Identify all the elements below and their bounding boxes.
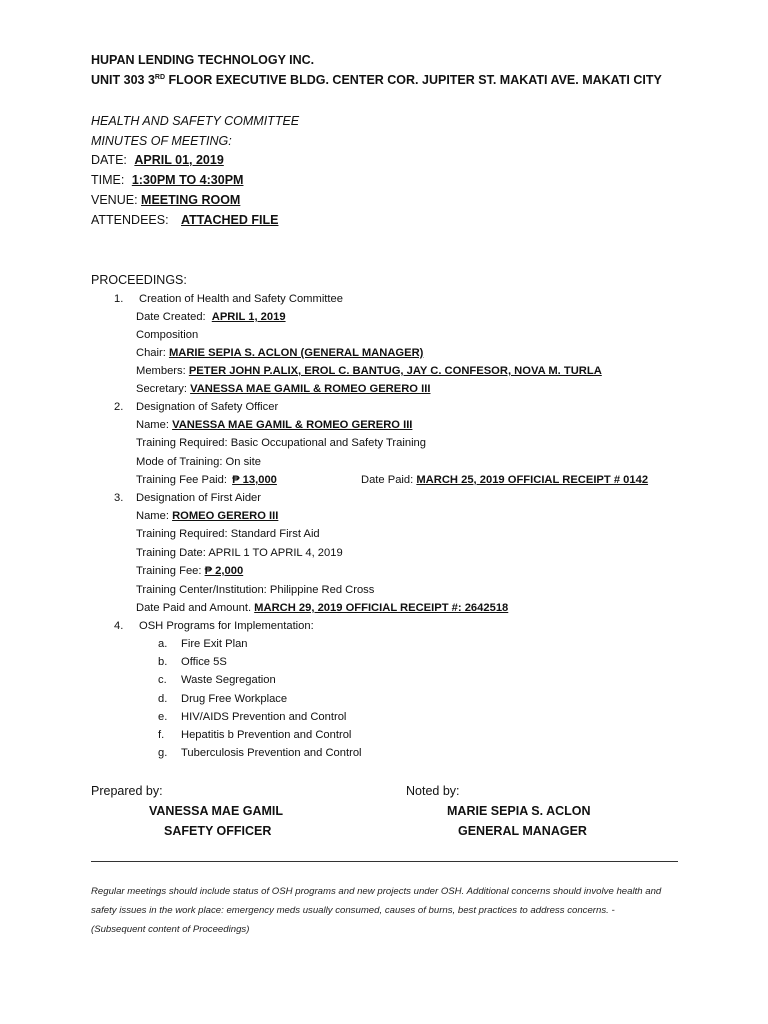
company-address: UNIT 303 3RD FLOOR EXECUTIVE BLDG. CENTER COR. JUPITER ST. MAKATI AVE. MAKATI CITY (91, 73, 662, 87)
program-item: Waste Segregation (181, 674, 276, 686)
item3-training-required: Training Required: Standard First Aid (136, 528, 320, 540)
program-item: Office 5S (181, 656, 227, 668)
item2-title: Designation of Safety Officer (136, 401, 279, 413)
footer-divider (91, 861, 678, 862)
footer-note: Regular meetings should include status of OSH programs and new projects under OSH. Additional concerns should involve health and safety issues in the work place: emergency meds usually consumed, causes of burns, best practices to address concerns. - (Subsequent content of Proceedings) (91, 886, 662, 935)
program-letter: d. (158, 693, 168, 705)
program-item: Tuberculosis Prevention and Control (181, 747, 362, 759)
program-item: Hepatitis b Prevention and Control (181, 729, 352, 741)
noted-by-title: GENERAL MANAGER (458, 824, 587, 838)
item3-name: Name: ROMEO GERERO III (136, 510, 279, 522)
company-name: HUPAN LENDING TECHNOLOGY INC. (91, 53, 315, 67)
attendees-row: ATTENDEES: ATTACHED FILE (91, 213, 279, 227)
prepared-by-label: Prepared by: (91, 784, 163, 798)
item1-composition: Composition (136, 329, 199, 341)
date-row: DATE: APRIL 01, 2019 (91, 153, 224, 167)
program-letter: e. (158, 711, 168, 723)
date-value: APRIL 01, 2019 (134, 153, 224, 167)
item2-training-required: Training Required: Basic Occupational and Safety Training (136, 437, 426, 449)
item4-number: 4. (114, 620, 124, 632)
item2-name: Name: VANESSA MAE GAMIL & ROMEO GERERO III (136, 419, 413, 431)
item1-members: Members: PETER JOHN P.ALIX, EROL C. BANTUG, JAY C. CONFESOR, NOVA M. TURLA (136, 365, 602, 377)
program-item: Fire Exit Plan (181, 638, 248, 650)
attendees-value: ATTACHED FILE (181, 213, 279, 227)
noted-by-name: MARIE SEPIA S. ACLON (447, 804, 591, 818)
prepared-by-title: SAFETY OFFICER (164, 824, 272, 838)
minutes-title: MINUTES OF MEETING: (91, 134, 232, 148)
venue-row: VENUE: MEETING ROOM (91, 193, 241, 207)
item3-title: Designation of First Aider (136, 492, 261, 504)
item2-mode: Mode of Training: On site (136, 456, 261, 468)
program-item: HIV/AIDS Prevention and Control (181, 711, 347, 723)
committee-title: HEALTH AND SAFETY COMMITTEE (91, 114, 300, 128)
program-letter: c. (158, 674, 167, 686)
item1-secretary: Secretary: VANESSA MAE GAMIL & ROMEO GERERO III (136, 383, 431, 395)
item1-date-created: Date Created: APRIL 1, 2019 (136, 311, 286, 323)
item1-chair: Chair: MARIE SEPIA S. ACLON (GENERAL MANAGER) (136, 347, 424, 359)
item2-number: 2. (114, 401, 124, 413)
item1-title: Creation of Health and Safety Committee (139, 293, 343, 305)
program-letter: a. (158, 638, 168, 650)
time-value: 1:30PM TO 4:30PM (131, 173, 244, 187)
item3-center: Training Center/Institution: Philippine Red Cross (136, 584, 375, 596)
prepared-by-name: VANESSA MAE GAMIL (149, 804, 284, 818)
item3-number: 3. (114, 492, 124, 504)
item2-fee: Training Fee Paid: ₱ 13,000 (136, 474, 277, 486)
noted-by-label: Noted by: (406, 784, 460, 798)
item3-date-paid: Date Paid and Amount. MARCH 29, 2019 OFFICIAL RECEIPT #: 2642518 (136, 602, 509, 614)
time-row: TIME: 1:30PM TO 4:30PM (91, 173, 244, 187)
program-letter: b. (158, 656, 168, 668)
program-letter: g. (158, 747, 168, 759)
program-letter: f. (158, 729, 165, 741)
item3-fee: Training Fee: ₱ 2,000 (136, 565, 244, 577)
item3-training-date: Training Date: APRIL 1 TO APRIL 4, 2019 (136, 547, 343, 559)
item2-date-paid: Date Paid: MARCH 25, 2019 OFFICIAL RECEIPT # 0142 (361, 474, 649, 486)
item4-title: OSH Programs for Implementation: (139, 620, 314, 632)
venue-value: MEETING ROOM (141, 193, 241, 207)
program-item: Drug Free Workplace (181, 693, 288, 705)
item1-number: 1. (114, 293, 124, 305)
proceedings-heading: PROCEEDINGS: (91, 273, 187, 287)
